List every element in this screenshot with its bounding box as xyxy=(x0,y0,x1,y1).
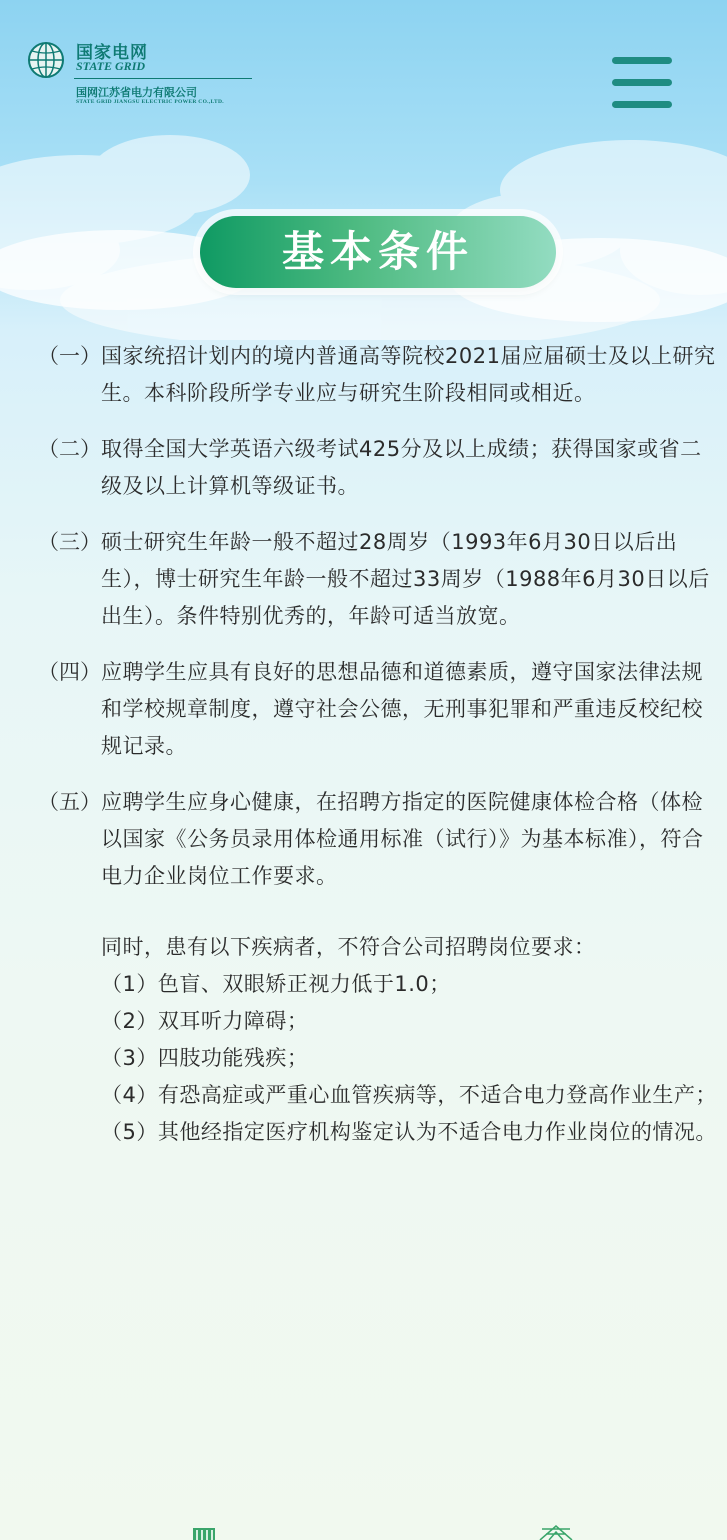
condition-number: （四） xyxy=(38,660,101,684)
state-grid-logo[interactable] xyxy=(26,38,266,113)
health-note-item: （1）色盲、双眼矫正视力低于1.0； xyxy=(101,972,451,996)
health-note-intro: 同时，患有以下疾病者，不符合公司招聘岗位要求： xyxy=(101,935,596,959)
health-note-item: （2）双耳听力障碍； xyxy=(101,1009,309,1033)
menu-bar-middle xyxy=(612,79,672,86)
hamburger-menu-icon[interactable] xyxy=(612,57,674,111)
health-note xyxy=(101,929,719,1151)
conditions-list xyxy=(0,338,727,1151)
condition-item-1 xyxy=(0,338,727,412)
condition-text: 应聘学生应具有良好的思想品德和道德素质，遵守国家法律法规和学校规章制度，遵守社会公德，无刑事犯罪和严重违反校纪校规记录。 xyxy=(101,660,703,758)
condition-number: （三） xyxy=(38,530,101,554)
health-note-item: （4）有恐高症或严重心血管疾病等，不适合电力登高作业生产； xyxy=(101,1083,717,1107)
condition-item-4 xyxy=(0,654,727,765)
condition-item-3 xyxy=(0,524,727,635)
condition-text: 硕士研究生年龄一般不超过28周岁（1993年6月30日以后出生），博士研究生年龄一般不超过33周岁（1988年6月30日以后出生）。条件特别优秀的，年龄可适当放宽。 xyxy=(101,530,710,628)
condition-number: （五） xyxy=(38,790,101,814)
menu-bar-top xyxy=(612,57,672,64)
globe-logo-icon xyxy=(26,40,66,80)
logo-company-en: STATE GRID JIANGSU ELECTRIC POWER CO.,LTD. xyxy=(76,99,224,105)
logo-name-cn: 国家电网 xyxy=(76,43,148,63)
condition-text: 取得全国大学英语六级考试425分及以上成绩；获得国家或省二级及以上计算机等级证书。 xyxy=(101,437,702,498)
health-note-item: （3）四肢功能残疾； xyxy=(101,1046,309,1070)
condition-text: 国家统招计划内的境内普通高等院校2021届应届硕士及以上研究生。本科阶段所学专业应与研究生阶段相同或相近。 xyxy=(101,344,716,405)
power-tower-icon xyxy=(540,1526,572,1540)
menu-bar-bottom xyxy=(612,101,672,108)
health-note-item: （5）其他经指定医疗机构鉴定认为不适合电力作业岗位的情况。 xyxy=(101,1120,717,1144)
logo-name-en: STATE GRID xyxy=(76,59,146,73)
building-icon xyxy=(193,1528,215,1540)
condition-number: （二） xyxy=(38,437,101,461)
header xyxy=(0,0,727,130)
logo-company-cn: 国网江苏省电力有限公司 xyxy=(76,86,197,99)
condition-number: （一） xyxy=(38,344,101,368)
section-title: 基本条件 xyxy=(200,216,556,288)
bottom-decoration xyxy=(0,1524,727,1540)
logo-divider xyxy=(74,78,252,79)
condition-item-5 xyxy=(0,784,727,895)
condition-item-2 xyxy=(0,431,727,505)
condition-text: 应聘学生应身心健康，在招聘方指定的医院健康体检合格（体检以国家《公务员录用体检通用标准（试行）》为基本标准），符合电力企业岗位工作要求。 xyxy=(101,790,704,888)
